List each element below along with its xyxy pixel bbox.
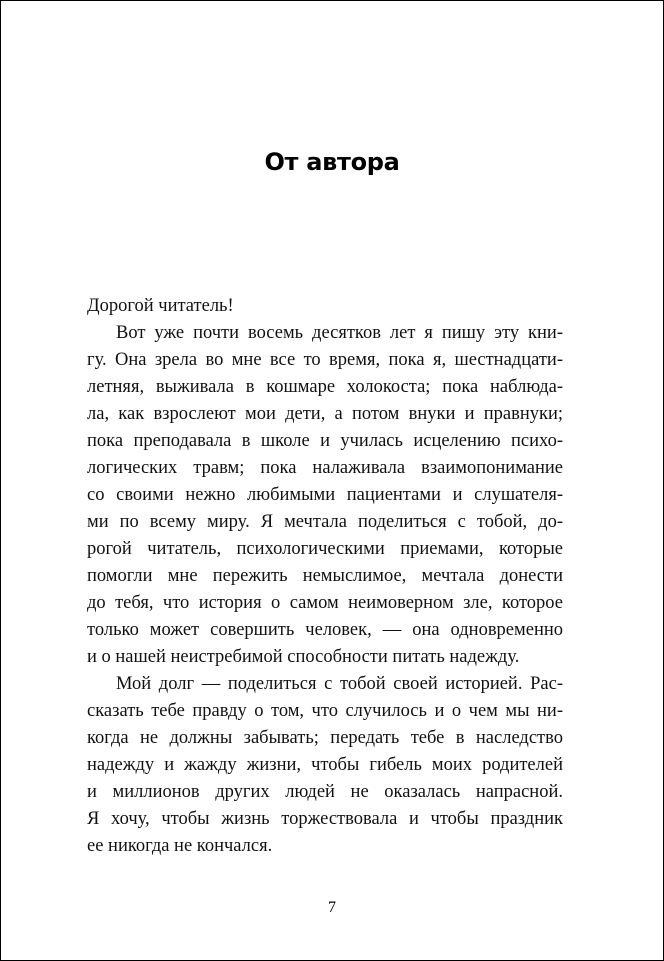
text-line: Мой долг — поделиться с тобой своей историей. Рас- [116,674,563,694]
text-line: только может совершить человек, — она одновременно [87,620,563,640]
text-line: ми по всему миру. Я мечтала поделиться с тобой, до- [87,512,563,532]
text-line: и о нашей неистребимой способности питать надежду. [87,647,520,667]
text-line: до тебя, что история о самом неимоверном зле, которое [87,593,563,613]
text-line: ее никогда не кончался. [87,836,273,856]
text-line: помогли мне пережить немыслимое, мечтала донести [87,566,563,586]
text-line: надежду и жажду жизни, чтобы гибель моих родителей [87,755,563,775]
body-text [87,293,563,860]
text-line: Вот уже почти восемь десятков лет я пишу эту кни- [116,323,563,343]
page-number: 7 [328,899,336,916]
text-line: логических травм; пока налаживала взаимопонимание [87,458,563,478]
greeting-line: Дорогой читатель! [87,296,234,316]
text-line: когда не должны забывать; передать тебе в наследство [87,728,563,748]
text-line: рогой читатель, психологическими приемами, которые [87,539,563,559]
chapter-title: От автора [264,148,400,176]
text-line: пока преподавала в школе и училась исцелению психо- [87,431,563,451]
text-line: гу. Она зрела во мне все то время, пока я, шестнадцати- [87,350,563,370]
text-line: сказать тебе правду о том, что случилось и о чем мы ни- [87,701,563,721]
text-line: ла, как взрослеют мои дети, а потом внуки и правнуки; [87,404,563,424]
text-line: и миллионов других людей не оказалась напрасной. [87,782,563,802]
text-line: Я хочу, чтобы жизнь торжествовала и чтобы праздник [87,809,563,829]
text-line: летняя, выживала в кошмаре холокоста; пока наблюда- [87,377,563,397]
text-line: со своими нежно любимыми пациентами и слушателя- [87,485,563,505]
